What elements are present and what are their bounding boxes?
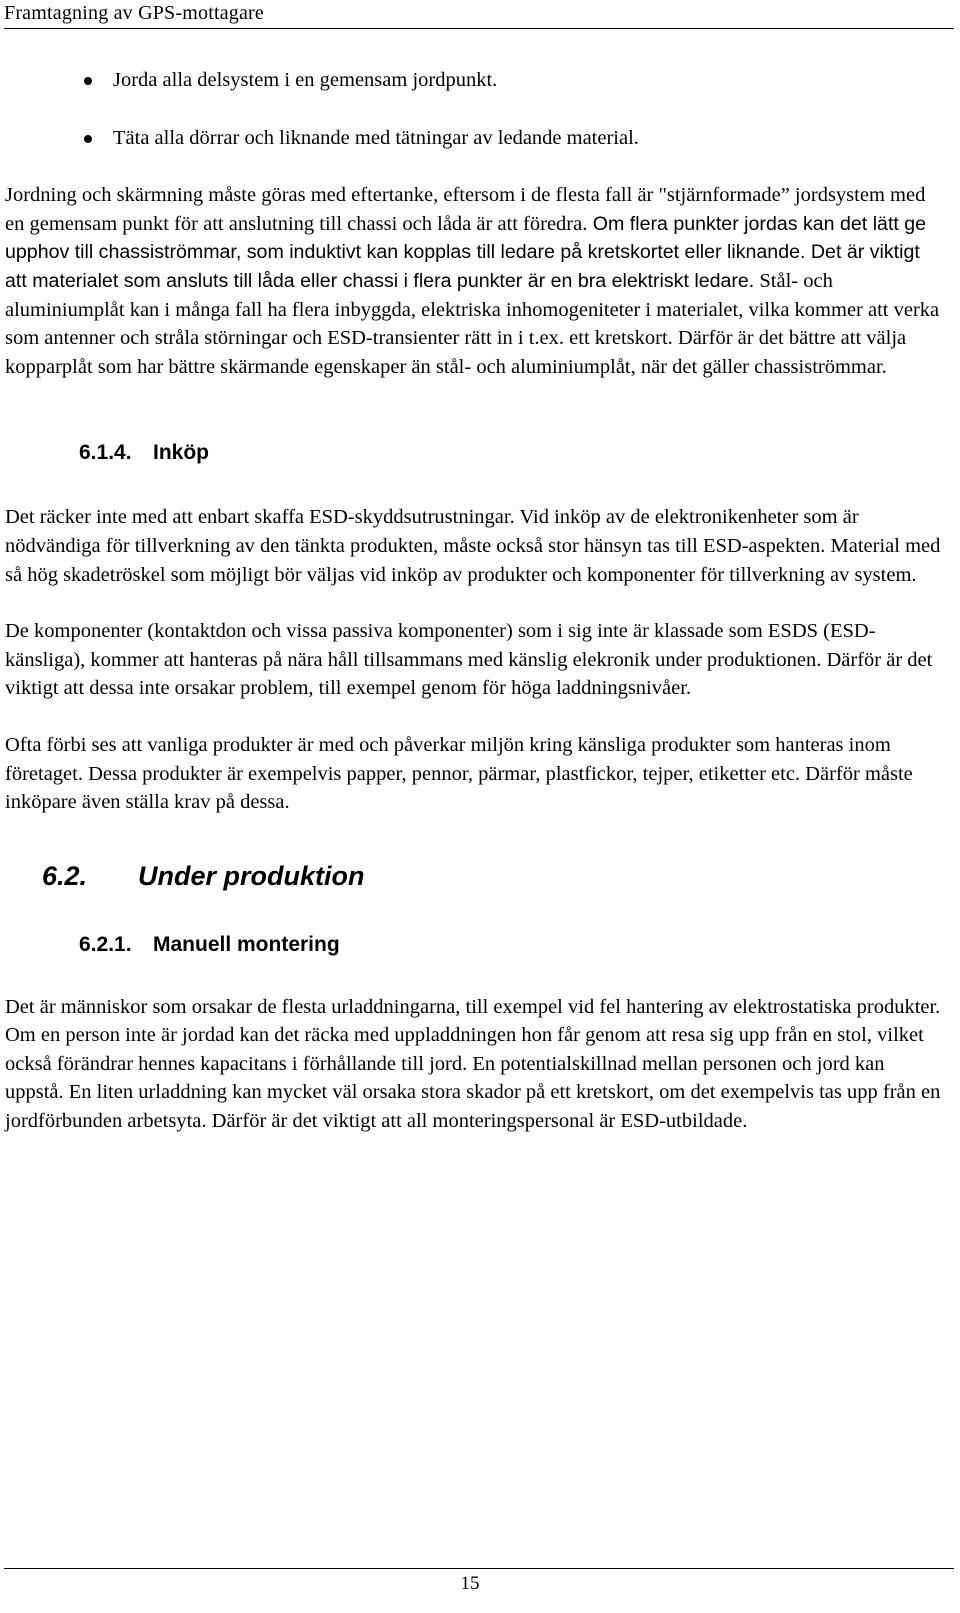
section-title: Inköp [153,441,209,465]
section-number: 6.1.4. [79,441,132,465]
paragraph-products: Ofta förbi ses att vanliga produkter är med och påverkar miljön kring känsliga produkter som hanteras inom företaget. Dessa produkter är exempelvis papper, pennor, pärmar, plastfickor, tejper, etiketter etc. Därför måste inköpare även ställa krav på dessa. [5,733,913,814]
paragraph-components: De komponenter (kontaktdon och vissa passiva komponenter) som i sig inte är klassade som ESDS (ESD-känsliga), kommer att hanteras på nära håll tillsammans med känslig elekronik under produktionen. Därför är det viktigt att dessa inte orsakar problem, till exempel genom för höga laddningsnivåer. [5,620,933,700]
bullet-icon [84,135,92,143]
section-heading-6-2 [5,859,945,893]
running-header: Framtagning av GPS-mottagare [4,2,264,24]
paragraph-segment: Det är viktigt att materialet som ansluts till låda eller chassi i flera punkter är en bra elektriskt ledare. [5,241,920,292]
bullet-item [5,66,945,95]
section-title: Under produktion [138,860,365,891]
section-title: Manuell montering [153,932,340,956]
section-number: 6.2.1. [79,932,132,956]
paragraph-segment: Om flera punkter jordas kan det lätt ge upphov till chassiströmmar, som induktivt kan kopplas till ledare på kretskortet eller liknande. [5,212,927,264]
section-number: 6.2. [42,860,88,891]
paragraph-manual-assembly: Det är människor som orsakar de flesta urladdningarna, till exempel vid fel hantering av elektrostatiska produkter. Om en person inte är jordad kan det räcka med uppladdningen hon får genom att resa sig upp från en stol, vilket också förändrar hennes kapacitans i förhållande till jord. En potentialskillnad mellan personen och jord kan uppstå. En liten urladdning kan mycket väl orsaka stora skador på ett kretskort, om det exempelvis tas upp från en jordförbunden arbetsyta. Därför är det viktigt att all monteringspersonal är ESD-utbildade. [5,995,941,1133]
paragraph-segment: Stål- och aluminiumplåt kan i många fall ha flera inbyggda, elektriska inhomogeniteter i materialet, vilka kommer att verka som antenner och stråla störningar och ESD-transienter rätt in i t.ex. ett kretskort. Därför är det bättre att välja kopparplåt som har bättre skärmande egenskaper än stål- och aluminiumplåt, när det gäller chassiströmmar. [5,269,940,378]
bullet-item [5,124,945,153]
bullet-text: Jorda alla delsystem i en gemensam jordpunkt. [113,69,498,91]
bullet-text: Täta alla dörrar och liknande med tätningar av ledande material. [113,126,639,149]
page-number: 15 [460,1573,480,1594]
page-content [5,66,945,1136]
paragraph-grounding [5,181,945,381]
header-rule [4,28,954,29]
section-heading-6-2-1 [5,931,945,959]
paragraph-segment: Jordning och skärmning måste göras med eftertanke, eftersom i de flesta fall är "stjärnformade” jordsystem med en gemensam punkt för att anslutning till chassi och låda är att föredra. [5,184,926,235]
bullet-icon [84,77,92,85]
section-heading-6-1-4 [5,439,945,467]
bullet-list [5,66,945,152]
paragraph-purchasing: Det räcker inte med att enbart skaffa ESD-skyddsutrustningar. Vid inköp av de elektronikenheter som är nödvändiga för tillverkning av den tänkta produkten, måste också stor hänsyn tas till ESD-aspekten. Material med så hög skadetröskel som möjligt bör väljas vid inköp av produkter och komponenter för tillverkning av system. [5,506,941,586]
footer-rule [4,1568,954,1569]
